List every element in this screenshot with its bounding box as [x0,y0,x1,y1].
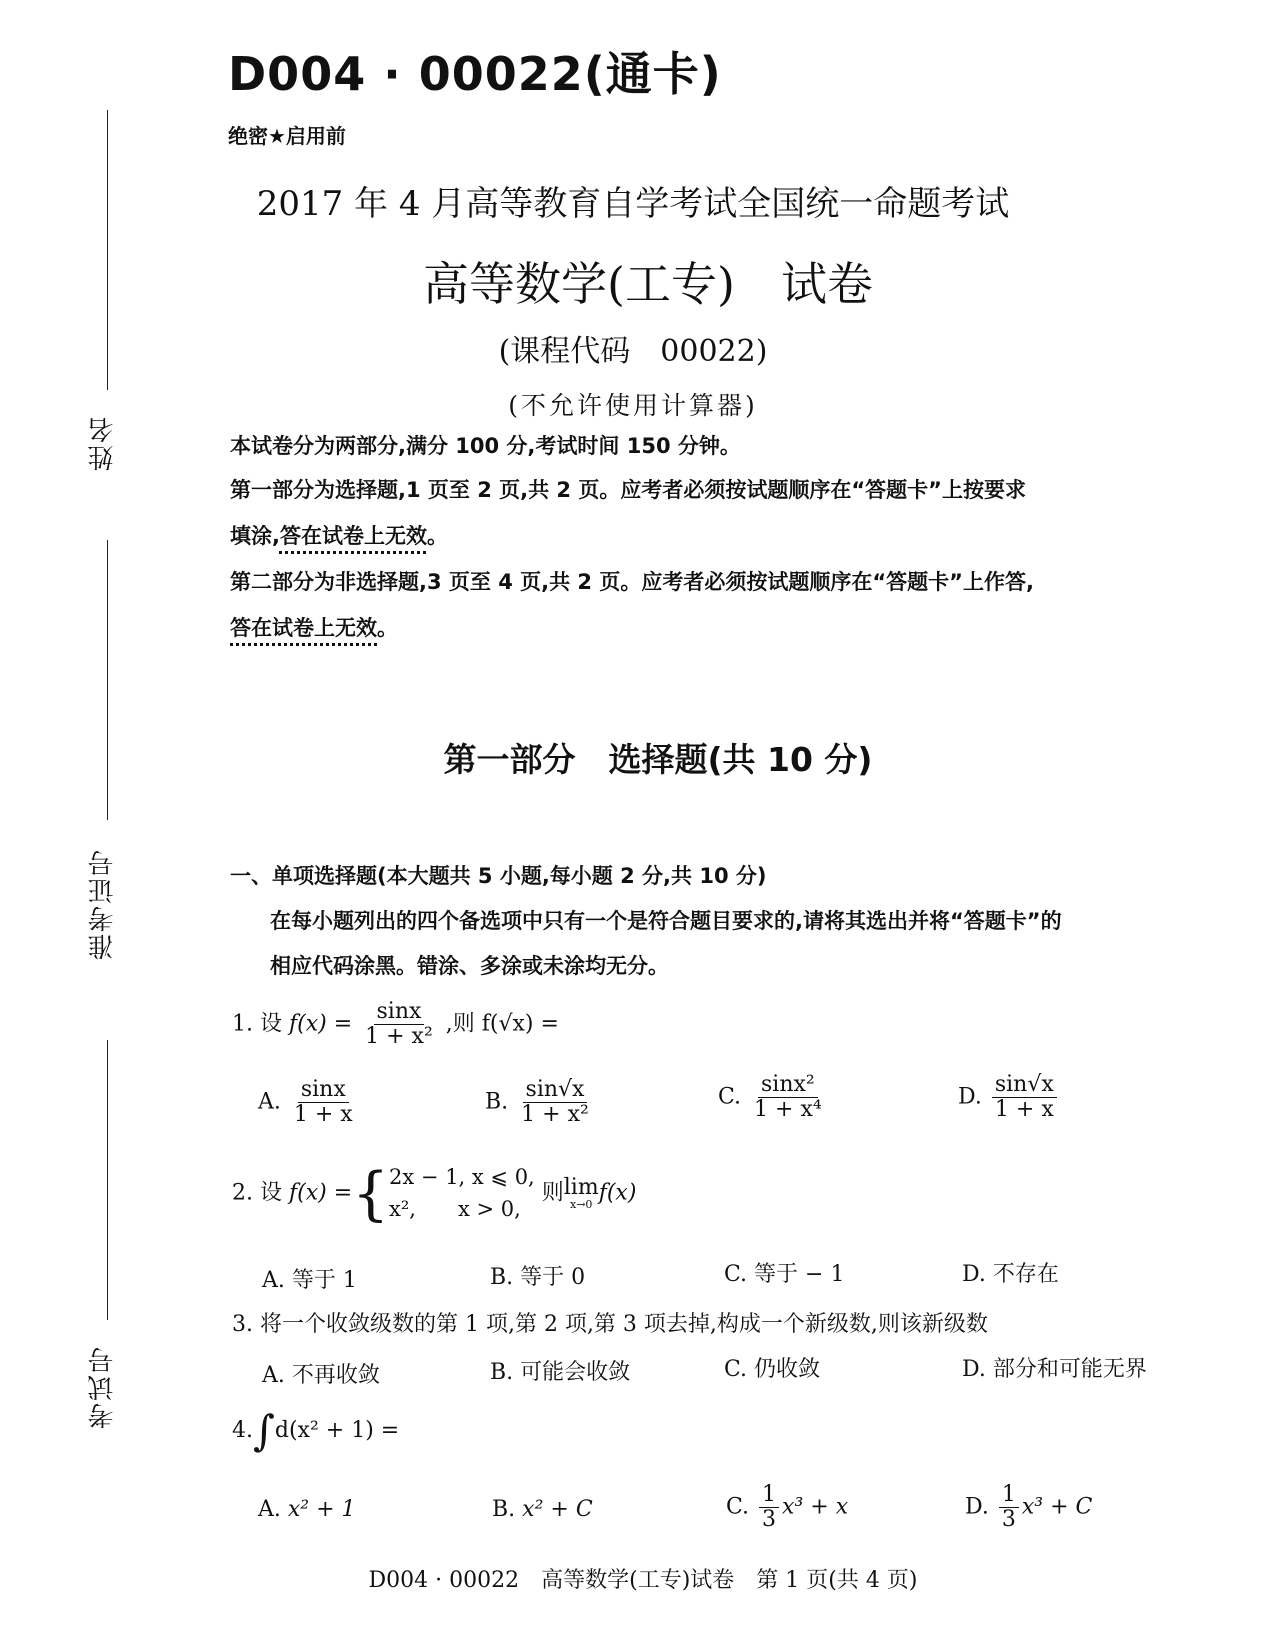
question-number: 2. 设 [232,1180,282,1206]
question-expr: ,则 f(√x) = [445,1011,559,1037]
option-text: 部分和可能无界 [992,1357,1147,1382]
integral-icon: ∫ [253,1406,275,1455]
question-4 [232,1406,400,1455]
margin-label-admission-no: 准考证号 [88,848,118,960]
option-text: x³ + x [782,1494,849,1520]
margin-divider [107,1040,108,1320]
option-label: C. [724,1262,748,1287]
question-expr: = [333,1011,353,1037]
option-label: A. [258,1497,281,1522]
intro-line [230,612,1190,642]
option-text: x² + C [522,1497,593,1522]
piecewise-cases [389,1162,535,1225]
option-label: B. [490,1265,514,1290]
option-text: 不存在 [992,1262,1059,1287]
option-3c [724,1352,820,1383]
question-fraction [362,1000,436,1049]
option-4a [258,1497,356,1522]
fraction-denominator: 1 + x [994,1097,1054,1123]
option-label: C. [724,1357,748,1382]
question-expr: 则 [541,1180,564,1206]
option-label: D. [958,1084,982,1110]
option-2c [724,1257,844,1288]
intro-text: 填涂, [230,524,280,548]
question-number: 1. 设 [232,1011,282,1037]
question-number: 4. [232,1418,253,1443]
margin-label-exam-no: 考试号 [88,1345,118,1429]
option-1d [958,1073,1060,1122]
case-line: x², x > 0, [389,1196,521,1221]
option-text: 不再收敛 [291,1363,380,1388]
option-label: A. [262,1268,285,1293]
instruction-line: 在每小题列出的四个备选项中只有一个是符合题目要求的,请将其选出并将“答题卡”的 [270,909,1062,933]
intro-line: 本试卷分为两部分,满分 100 分,考试时间 150 分钟。 [230,434,741,458]
option-2d [962,1257,1059,1288]
option-label: C. [726,1494,750,1520]
section-heading: 一、单项选择题(本大题共 5 小题,每小题 2 分,共 10 分) [230,864,767,888]
secret-mark: 绝密★启用前 [228,124,346,148]
option-4d [965,1483,1092,1532]
option-label: B. [492,1497,516,1522]
option-1b [485,1078,595,1127]
intro-line: 第一部分为选择题,1 页至 2 页,共 2 页。应考者必须按试题顺序在“答题卡”上按要求 [230,478,1026,502]
option-label: D. [962,1262,986,1287]
brace-icon: { [352,1159,390,1228]
limit-expr [564,1177,599,1210]
intro-line [230,520,1190,550]
fraction-numerator: 1 [999,1483,1019,1508]
paper-code: D004 · 00022(通卡) [228,47,722,101]
option-4b [492,1497,593,1522]
intro-text: 。 [426,524,448,548]
option-label: A. [262,1363,285,1388]
limit-word: lim [563,1175,599,1200]
option-3d [962,1352,1147,1383]
fraction-numerator: sinx [374,1000,425,1025]
instruction-line: 相应代码涂黑。错涂、多涂或未涂均无分。 [270,954,669,978]
intro-emphasis: 答在试卷上无效 [230,616,377,640]
question-expr: f(x) = [288,1180,353,1206]
option-4c [726,1483,848,1532]
margin-label-name: 姓名 [88,415,118,471]
page-footer: D004 · 00022 高等数学(工专)试卷 第 1 页(共 4 页) [368,1568,918,1593]
option-2b [490,1260,585,1291]
calculator-note: (不允许使用计算器) [508,391,758,420]
option-text: 等于 0 [520,1265,586,1290]
course-code: (课程代码 00022) [498,334,768,369]
part-title: 第一部分 选择题(共 10 分) [443,740,873,779]
option-1c [718,1073,828,1122]
fraction-numerator: sinx² [758,1073,818,1098]
exam-title: 2017 年 4 月高等教育自学考试全国统一命题考试 [256,184,1010,224]
option-1a [258,1078,359,1127]
case-line: 2x − 1, x ⩽ 0, [389,1165,535,1189]
question-3: 3. 将一个收敛级数的第 1 项,第 2 项,第 3 项去掉,构成一个新级数,则该新级数 [232,1312,988,1337]
fraction-denominator: 3 [762,1507,777,1533]
fraction-numerator: sinx [298,1078,349,1103]
option-3a [262,1358,380,1389]
question-expr: f(x) [288,1011,327,1037]
question-expr: d(x² + 1) = [274,1418,400,1443]
option-label: C. [718,1084,742,1110]
intro-emphasis: 答在试卷上无效 [279,524,427,548]
option-label: B. [490,1360,514,1385]
question-2 [232,1159,637,1228]
fraction-numerator: sin√x [523,1078,588,1103]
option-label: D. [962,1357,986,1382]
option-text: 可能会收敛 [520,1360,631,1385]
option-text: 仍收敛 [754,1357,821,1382]
limit-sub: x→0 [570,1198,593,1211]
option-label: B. [485,1089,509,1115]
fraction-numerator: sin√x [992,1073,1057,1098]
option-text: x³ + C [1021,1494,1093,1520]
question-expr: f(x) [598,1180,637,1206]
option-label: D. [965,1494,989,1520]
paper-title: 高等数学(工专) 试卷 [423,257,873,311]
fraction-denominator: 1 + x⁴ [754,1097,822,1123]
intro-line: 第二部分为非选择题,3 页至 4 页,共 2 页。应考者必须按试题顺序在“答题卡”上作答, [230,570,1034,594]
option-text: x² + 1 [287,1497,356,1522]
option-3b [490,1355,630,1386]
intro-text: 。 [377,616,398,640]
fraction-denominator: 1 + x² [521,1102,589,1128]
question-1 [232,1000,559,1049]
option-text: 等于 1 [291,1268,357,1293]
fraction-numerator: 1 [759,1483,779,1508]
fraction-denominator: 1 + x [293,1102,353,1128]
fraction-denominator: 3 [1001,1507,1016,1533]
option-text: 等于 − 1 [754,1262,845,1287]
option-label: A. [258,1089,281,1115]
fraction-denominator: 1 + x² [365,1024,433,1050]
option-2a [262,1263,357,1294]
